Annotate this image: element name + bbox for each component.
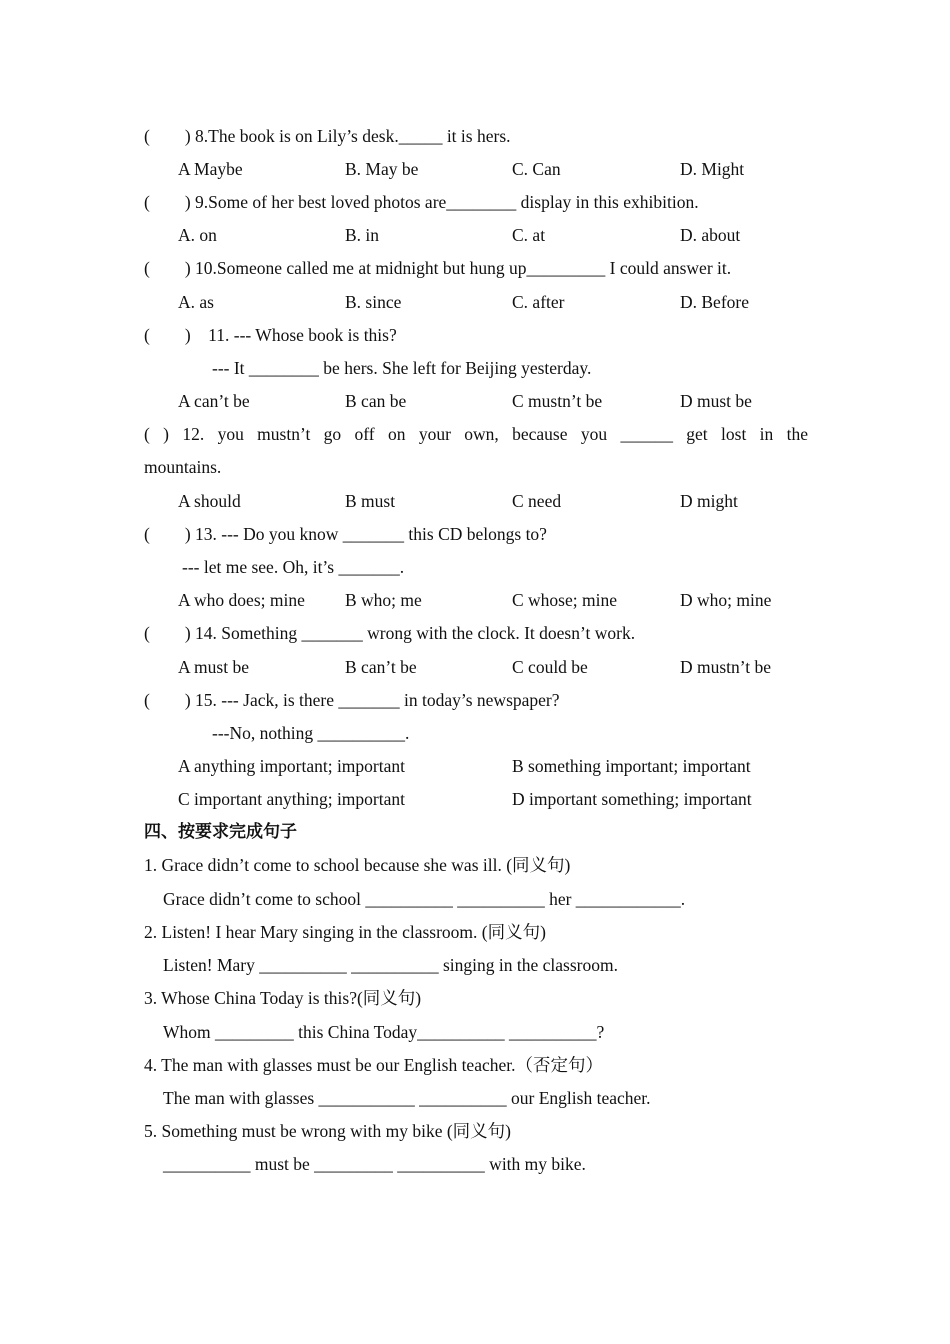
question-12-stem-line1: ( ) 12. you mustn’t go off on your own, because you ______ get lost in the <box>144 424 808 444</box>
question-10-option-d: D. Before <box>680 292 750 312</box>
question-12-option-c: C need <box>512 491 562 511</box>
question-11-option-a: A can’t be <box>178 391 250 411</box>
question-12-option-d: D might <box>680 491 738 511</box>
question-15-stem: ( ) 15. --- Jack, is there _______ in today’s newspaper? <box>144 690 560 710</box>
question-9-stem: ( ) 9.Some of her best loved photos are________ display in this exhibition. <box>144 192 699 212</box>
question-15-option-d: D important something; important <box>512 789 752 809</box>
question-13-stem: ( ) 13. --- Do you know _______ this CD belongs to? <box>144 524 547 544</box>
rewrite-4-prompt: 4. The man with glasses must be our English teacher.（否定句） <box>144 1055 603 1075</box>
rewrite-3-prompt: 3. Whose China Today is this?(同义句) <box>144 988 422 1008</box>
rewrite-1-prompt: 1. Grace didn’t come to school because she was ill. (同义句) <box>144 855 571 875</box>
question-10-option-c: C. after <box>512 292 565 312</box>
question-8-option-d: D. Might <box>680 159 745 179</box>
question-14-stem: ( ) 14. Something _______ wrong with the clock. It doesn’t work. <box>144 623 636 643</box>
question-12-stem-line2: mountains. <box>144 457 222 477</box>
rewrite-2-prompt: 2. Listen! I hear Mary singing in the classroom. (同义句) <box>144 922 546 942</box>
question-13-option-b: B who; me <box>345 590 422 610</box>
question-11-stem: ( ) 11. --- Whose book is this? <box>144 325 397 345</box>
question-10-stem: ( ) 10.Someone called me at midnight but hung up_________ I could answer it. <box>144 258 732 278</box>
question-13-option-a: A who does; mine <box>178 590 305 610</box>
rewrite-5-answer: __________ must be _________ __________ with my bike. <box>163 1154 586 1174</box>
question-13-answer: --- let me see. Oh, it’s _______. <box>182 557 405 577</box>
question-15-option-b: B something important; important <box>512 756 751 776</box>
rewrite-1-answer: Grace didn’t come to school __________ __________ her ____________. <box>163 889 686 909</box>
question-9-option-a: A. on <box>178 225 217 245</box>
question-9-option-b: B. in <box>345 225 380 245</box>
question-8-stem: ( ) 8.The book is on Lily’s desk._____ it is hers. <box>144 126 511 146</box>
rewrite-2-answer: Listen! Mary __________ __________ singing in the classroom. <box>163 955 618 975</box>
question-14-option-c: C could be <box>512 657 588 677</box>
question-8-option-b: B. May be <box>345 159 419 179</box>
question-8-option-c: C. Can <box>512 159 561 179</box>
question-15-answer: ---No, nothing __________. <box>212 723 410 743</box>
question-12-option-a: A should <box>178 491 241 511</box>
question-14-option-d: D mustn’t be <box>680 657 772 677</box>
question-11-option-c: C mustn’t be <box>512 391 603 411</box>
question-9-option-c: C. at <box>512 225 546 245</box>
section-4-heading: 四、按要求完成句子 <box>144 822 297 842</box>
question-13-option-c: C whose; mine <box>512 590 617 610</box>
question-8-option-a: A Maybe <box>178 159 243 179</box>
question-11-option-b: B can be <box>345 391 407 411</box>
rewrite-5-prompt: 5. Something must be wrong with my bike (同义句) <box>144 1121 511 1141</box>
question-14-option-b: B can’t be <box>345 657 417 677</box>
question-15-option-a: A anything important; important <box>178 756 405 776</box>
question-14-option-a: A must be <box>178 657 249 677</box>
question-15-option-c: C important anything; important <box>178 789 405 809</box>
question-9-option-d: D. about <box>680 225 741 245</box>
question-13-option-d: D who; mine <box>680 590 772 610</box>
question-11-answer: --- It ________ be hers. She left for Beijing yesterday. <box>212 358 592 378</box>
question-10-option-a: A. as <box>178 292 214 312</box>
rewrite-4-answer: The man with glasses ___________ __________ our English teacher. <box>163 1088 651 1108</box>
question-12-option-b: B must <box>345 491 396 511</box>
question-11-option-d: D must be <box>680 391 752 411</box>
question-10-option-b: B. since <box>345 292 402 312</box>
rewrite-3-answer: Whom _________ this China Today__________ __________? <box>163 1022 605 1042</box>
